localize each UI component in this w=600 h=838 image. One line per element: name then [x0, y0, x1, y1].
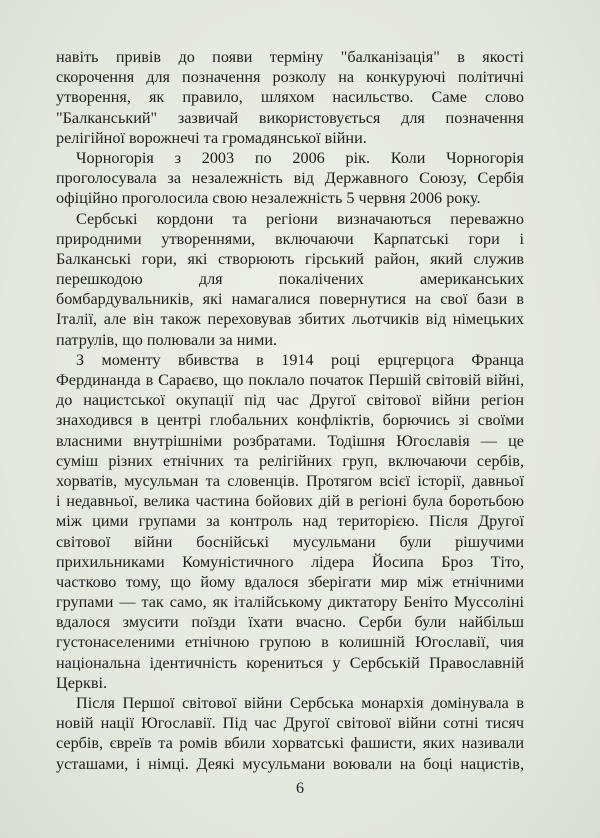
- text-line: світової війни боснійські мусульмани були рішучими: [56, 532, 524, 551]
- text-line: утворення, як правило, шляхом насильство. Саме слово: [56, 88, 524, 107]
- page-number: 6: [296, 780, 304, 797]
- text-line: національна ідентичність корениться у Сербській Православній: [56, 653, 524, 672]
- text-line: хорватів, мусульман та словенців. Протягом всієї історії, давньої: [56, 471, 524, 490]
- text-line: навіть привів до появи терміну "балканізація" в якості: [56, 48, 524, 66]
- text-line: скорочення для позначення розколу на конкуруючі політичні: [56, 68, 524, 87]
- body-text: [56, 47, 524, 774]
- text-line: Балканські гори, які створюють гірський район, який служив: [56, 249, 524, 268]
- text-line: проголосувала за незалежність від Державного Союзу, Сербія: [56, 169, 524, 188]
- text-line: суміш різних етнічних та релігійних груп, включаючи сербів,: [56, 451, 524, 470]
- text-line: сербів, євреїв та ромів вбили хорватські фашисти, яких називали: [56, 734, 524, 753]
- text-line: З моменту вбивства в 1914 році ерцгерцога Франца: [76, 350, 524, 369]
- text-line: новій нації Югославії. Під час Другої світової війни сотні тисяч: [56, 714, 524, 733]
- text-line: прихильниками Комуністичного лідера Йосипа Броз Тіто,: [56, 552, 524, 571]
- paragraph: [56, 693, 524, 774]
- text-line: офіційно проголосила свою незалежність 5 червня 2006 року.: [56, 189, 481, 208]
- text-line: природними утвореннями, включаючи Карпатські гори і: [56, 229, 524, 248]
- text-line: вдалося змусити поїзди їхати вчасно. Серби були найбільш: [56, 613, 524, 632]
- text-line: перешкодою для покалічених американських: [56, 270, 524, 289]
- text-line: Італії, але він також переховував збитих льотчиків від німецьких: [56, 310, 524, 329]
- text-line: частково тому, що йому вдалося зберігати мир між етнічними: [56, 572, 524, 591]
- text-line: до нацистської окупації під час Другої світової війни регіон: [56, 391, 524, 410]
- paragraph: [56, 47, 524, 148]
- text-line: Після Першої світової війни Сербська монархія домінувала в: [76, 694, 524, 712]
- text-line: власними внутрішніми розбратами. Тодішня Югославія — це: [56, 431, 524, 450]
- paragraph: [56, 350, 524, 693]
- text-line: густонаселеними етнічною групою в колишній Югославії, чия: [56, 633, 524, 652]
- text-line: Церкві.: [56, 673, 108, 692]
- paragraph: [56, 148, 524, 209]
- text-line: "Балканський" зазвичай використовується для позначення: [56, 108, 524, 127]
- text-line: між цими групами за контроль над територією. Після Другої: [56, 512, 524, 531]
- text-line: і недавньої, велика частина бойових дій в регіоні була боротьбою: [56, 492, 524, 511]
- paragraph: [56, 209, 524, 350]
- text-line: знаходився в центрі глобальних конфліктів, борючись зі своїми: [56, 411, 524, 430]
- text-line: бомбардувальників, які намагалися повернутися на свої бази в: [56, 290, 524, 309]
- text-line: патрулів, що полювали за ними.: [56, 330, 278, 349]
- text-line: Фердинанда в Сараєво, що поклало початок Першій світовій війні,: [56, 371, 524, 389]
- text-line: усташами, і німці. Деякі мусульмани воювали на боці нацистів,: [56, 754, 524, 773]
- text-line: релігійної ворожнечі та громадянської війни.: [56, 128, 367, 147]
- text-line: Чорногорія з 2003 по 2006 рік. Коли Чорногорія: [76, 148, 524, 167]
- text-line: Сербські кордони та регіони визначаються переважно: [76, 209, 524, 228]
- text-line: групами — так само, як італійському диктатору Беніто Муссоліні: [56, 593, 524, 612]
